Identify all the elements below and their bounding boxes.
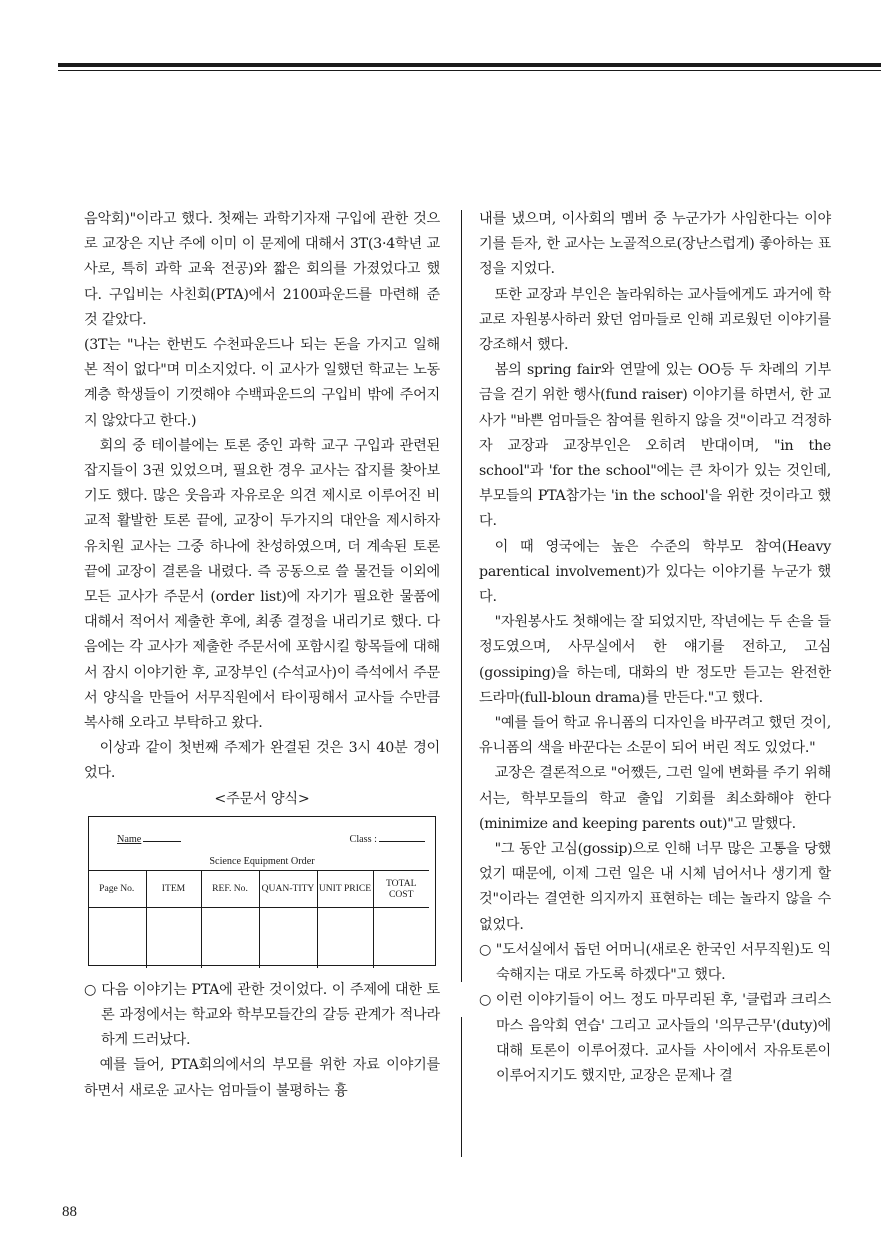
paragraph: 이 때 영국에는 높은 수준의 학부모 참여(Heavy parentical involvement)가 있다는 이야기를 누군가 했다. bbox=[479, 538, 831, 606]
header-rule-thick bbox=[58, 63, 881, 67]
paragraph: 봄의 spring fair와 연말에 있는 OO등 두 차례의 기부금을 걷기 위한 행사(fund raiser) 이야기를 하면서, 한 교사가 "바쁜 엄마들은 참여를 원하지 않을 것"이라고 걱정하자 교장과 교장부인은 오히려 반대이며, "in the school"과 'for the school"에는 큰 차이가 있는 것인데, 부모들의 PTA참가는 'in the school'을 위한 것이라고 했다. bbox=[479, 362, 831, 530]
order-form-blank-row bbox=[88, 907, 429, 968]
paragraph: "그 동안 고심(gossip)으로 인해 너무 많은 고통을 당했었기 때문에, 이제 그런 일은 내 시체 넘어서나 생기게 할 것"이라는 결연한 의지까지 표현하는 데는 놀라지 않을 수 없었다. bbox=[479, 841, 831, 933]
paragraph: 내를 냈으며, 이사회의 멤버 중 누군가가 사임한다는 이야기를 듣자, 한 교사는 노골적으로(장난스럽게) 좋아하는 표정을 지었다. bbox=[479, 211, 831, 278]
paragraph: 회의 중 테이블에는 토론 중인 과학 교구 구입과 관련된 잡지들이 3권 있었으며, 필요한 경우 교사는 잡지를 찾아보기도 했다. 많은 웃음과 자유로운 의견 제시로 이루어진 비교적 활발한 토론 끝에, 교장이 두가지의 대안을 제시하자 유치원 교사는 그중 하나에 찬성하였으며, 더 계속된 토론끝에 교장이 결론을 내렸다. 즉 공동으로 쓸 물건들 이외에 모든 교사가 주문서 (order list)에 자기가 필요한 물품에 대해서 적어서 제출한 후에, 최종 결정을 내리기로 했다. 다음에는 각 교사가 제출한 주문서에 포함시킬 항목들에 대해서 잠시 이야기한 후, 교장부인 (수석교사)이 즉석에서 주문서 양식을 만들어 서무직원에서 타이핑해서 교사들 수만큼 복사해 오라고 부탁하고 왔다. bbox=[84, 437, 440, 732]
paragraph-bullet: ○ 이런 이야기들이 어느 정도 마무리된 후, '클럽과 크리스마스 음악회 연습' 그리고 교사들의 '의무근무'(duty)에 대해 토론이 이루어졌다. 교사들 사이에서 자유토론이 이루어지기도 했지만, 교장은 문제나 결 bbox=[479, 992, 831, 1084]
order-form-table bbox=[88, 870, 429, 968]
header-rule-thin bbox=[58, 70, 881, 71]
paragraph-bullet: ○ "도서실에서 돕던 어머니(새로온 한국인 서무직원)도 익숙해지는 대로 가도록 하겠다"고 했다. bbox=[479, 941, 831, 984]
paragraph: "예를 들어 학교 유니폼의 디자인을 바꾸려고 했던 것이, 유니폼의 색을 바꾼다는 소문이 되어 버린 적도 있었다." bbox=[479, 715, 831, 757]
order-form-name-label: Name bbox=[117, 833, 142, 845]
order-form-cell bbox=[317, 907, 373, 968]
order-form-cell bbox=[373, 907, 429, 968]
order-form-col-ref-no: REF. No. bbox=[201, 870, 259, 907]
order-form-col-page-no: Page No. bbox=[88, 870, 146, 907]
paragraph: 교장은 결론적으로 "어쨌든, 그런 일에 변화를 주기 위해서는, 학부모들의 학교 출입 기회를 최소화해야 한다(minimize and keeping parents out)"고 말했다. bbox=[479, 765, 831, 832]
order-form-cell bbox=[259, 907, 317, 968]
paragraph: 예를 들어, PTA회의에서의 부모를 위한 자료 이야기를 하면서 새로운 교사는 엄마들이 불평하는 흉 bbox=[84, 1057, 440, 1099]
order-form-cell bbox=[201, 907, 259, 968]
column-divider bbox=[461, 210, 462, 982]
order-form-cell bbox=[146, 907, 201, 968]
order-form bbox=[88, 816, 436, 966]
paragraph: 이상과 같이 첫번째 주제가 완결된 것은 3시 40분 경이었다. bbox=[84, 740, 440, 782]
paragraph: 음악회)"이라고 했다. 첫째는 과학기자재 구입에 관한 것으로 교장은 지난 주에 이미 이 문제에 대해서 3T(3·4학년 교사로, 특히 과학 교육 전공)와 짧은 회의를 가졌었다고 했다. 구입비는 사친회(PTA)에서 2100파운드를 마련해 준 것 같았다. bbox=[84, 211, 440, 328]
order-form-col-total-cost: TOTAL COST bbox=[373, 870, 429, 907]
paragraph: (3T는 "나는 한번도 수천파운드나 되는 돈을 가지고 일해 본 적이 없다"며 미소지었다. 이 교사가 일했던 학교는 노동 계층 학생들이 기껏해야 수백파운드의 구입비 밖에 주어지지 않았다고 한다.) bbox=[84, 337, 440, 429]
order-form-col-unit-price: UNIT PRICE bbox=[317, 870, 373, 907]
column-divider-lower bbox=[461, 1017, 462, 1157]
order-form-header-row bbox=[88, 870, 429, 907]
paragraph: 또한 교장과 부인은 놀라워하는 교사들에게도 과거에 학교로 자원봉사하러 왔던 엄마들로 인해 괴로웠던 이야기를 강조해서 했다. bbox=[479, 286, 831, 354]
order-form-class-label: Class : bbox=[349, 833, 377, 845]
order-form-class-line bbox=[379, 841, 425, 842]
order-form-title: Science Equipment Order bbox=[209, 855, 315, 867]
order-form-col-item: ITEM bbox=[146, 870, 201, 907]
order-form-caption: <주문서 양식> bbox=[214, 790, 310, 807]
paragraph-bullet: ○ 다음 이야기는 PTA에 관한 것이었다. 이 주제에 대한 토론 과정에서는 학교와 학부모들간의 갈등 관계가 적나라하게 드러났다. bbox=[84, 981, 440, 1049]
right-column bbox=[479, 207, 831, 1089]
page-number: 88 bbox=[62, 1204, 77, 1220]
order-form-cell bbox=[88, 907, 146, 968]
left-column bbox=[84, 207, 440, 1104]
order-form-name-line bbox=[143, 841, 181, 842]
order-form-col-quantity: QUAN-TITY bbox=[259, 870, 317, 907]
paragraph: "자원봉사도 첫해에는 잘 되었지만, 작년에는 두 손을 들 정도였으며, 사무실에서 한 얘기를 전하고, 고심(gossiping)을 하는데, 대화의 반 정도만 듣고는 완전한 드라마(full-bloun drama)를 만든다."고 했다. bbox=[479, 614, 831, 706]
